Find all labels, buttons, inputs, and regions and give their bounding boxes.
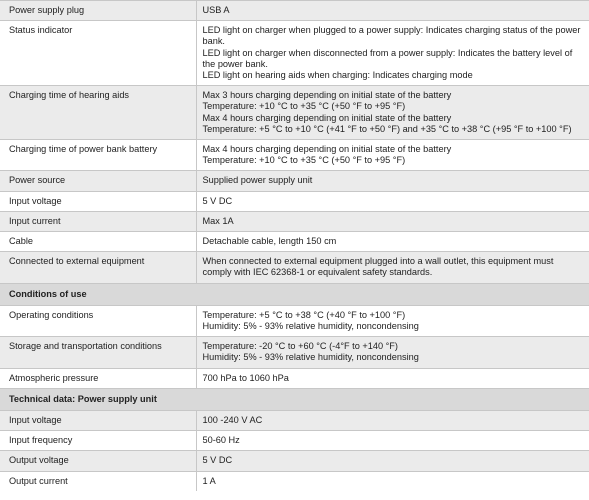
spec-value (196, 431, 589, 451)
spec-value (196, 305, 589, 336)
spec-value-line: LED light on charger when disconnected from a power supply: Indicates the battery level of the power bank. (202, 47, 573, 69)
spec-value (196, 232, 589, 252)
spec-label: Output voltage (0, 451, 196, 471)
spec-label: Input voltage (0, 191, 196, 211)
spec-label: Input frequency (0, 431, 196, 451)
spec-label: Output current (0, 471, 196, 491)
spec-value-line: 100 -240 V AC (202, 415, 263, 426)
spec-value-line: Max 1A (202, 215, 234, 226)
spec-label: Storage and transportation conditions (0, 337, 196, 368)
spec-value (196, 211, 589, 231)
spec-value (196, 191, 589, 211)
spec-value-line: 700 hPa to 1060 hPa (202, 372, 289, 383)
spec-value (196, 86, 589, 140)
spec-value-line: Max 4 hours charging depending on initial state of the battery (202, 144, 452, 155)
spec-value-line: Detachable cable, length 150 cm (202, 236, 337, 247)
spec-value (196, 337, 589, 368)
spec-value-line: Max 3 hours charging depending on initial state of the battery (202, 90, 452, 101)
spec-row (0, 21, 589, 86)
spec-value-line: USB A (202, 5, 230, 15)
spec-value-line: Max 4 hours charging depending on initial state of the battery (202, 112, 452, 123)
section-header-row (0, 283, 589, 305)
spec-row (0, 305, 589, 336)
spec-value-line: 5 V DC (202, 455, 233, 466)
spec-value-line: Temperature: -20 °C to +60 °C (-4°F to +140 °F) (202, 341, 398, 352)
section-header: Technical data: Power supply unit (0, 388, 589, 410)
spec-value-line: 5 V DC (202, 195, 233, 206)
spec-label: Cable (0, 232, 196, 252)
spec-value-line: Temperature: +10 °C to +35 °C (+50 °F to +95 °F) (202, 155, 406, 166)
spec-label: Charging time of hearing aids (0, 86, 196, 140)
spec-value (196, 451, 589, 471)
spec-label: Power source (0, 171, 196, 191)
spec-value (196, 171, 589, 191)
spec-row (0, 337, 589, 368)
spec-value (196, 411, 589, 431)
spec-value-line: LED light on hearing aids when charging: Indicates charging mode (202, 70, 473, 81)
spec-row (0, 86, 589, 140)
spec-value (196, 252, 589, 283)
spec-value-line: 1 A (202, 475, 216, 486)
spec-label: Operating conditions (0, 305, 196, 336)
spec-value (196, 140, 589, 171)
spec-label: Connected to external equipment (0, 252, 196, 283)
spec-row (0, 368, 589, 388)
spec-value-line: Temperature: +5 °C to +38 °C (+40 °F to +100 °F) (202, 309, 406, 320)
spec-label: Status indicator (0, 21, 196, 86)
spec-row (0, 252, 589, 283)
spec-value (196, 21, 589, 86)
section-header: Conditions of use (0, 283, 589, 305)
spec-row (0, 431, 589, 451)
spec-label: Charging time of power bank battery (0, 140, 196, 171)
spec-value-line: Supplied power supply unit (202, 175, 313, 186)
spec-row (0, 211, 589, 231)
spec-value-line: Humidity: 5% - 93% relative humidity, noncondensing (202, 321, 419, 332)
spec-row (0, 411, 589, 431)
spec-value-line: When connected to external equipment plugged into a wall outlet, this equipment must comply with IEC 62368-1 or equivalent safety standards. (202, 256, 554, 278)
spec-value (196, 1, 589, 21)
spec-row (0, 1, 589, 21)
spec-value-line: Temperature: +10 °C to +35 °C (+50 °F to +95 °F) (202, 101, 406, 112)
spec-value-line: LED light on charger when plugged to a power supply: Indicates charging status of the power bank. (202, 25, 581, 47)
spec-row (0, 232, 589, 252)
spec-row (0, 451, 589, 471)
spec-row (0, 171, 589, 191)
spec-row (0, 471, 589, 491)
spec-label: Power supply plug (0, 1, 196, 21)
spec-row (0, 140, 589, 171)
spec-value-line: Humidity: 5% - 93% relative humidity, noncondensing (202, 352, 419, 363)
specifications-body (0, 1, 589, 491)
spec-value (196, 471, 589, 491)
spec-label: Atmospheric pressure (0, 368, 196, 388)
spec-value-line: Temperature: +5 °C to +10 °C (+41 °F to +50 °F) and +35 °C to +38 °C (+95 °F to +100 °F) (202, 123, 572, 134)
spec-label: Input current (0, 211, 196, 231)
spec-value-line: 50-60 Hz (202, 435, 240, 446)
spec-row (0, 191, 589, 211)
section-header-row (0, 388, 589, 410)
spec-label: Input voltage (0, 411, 196, 431)
spec-value (196, 368, 589, 388)
